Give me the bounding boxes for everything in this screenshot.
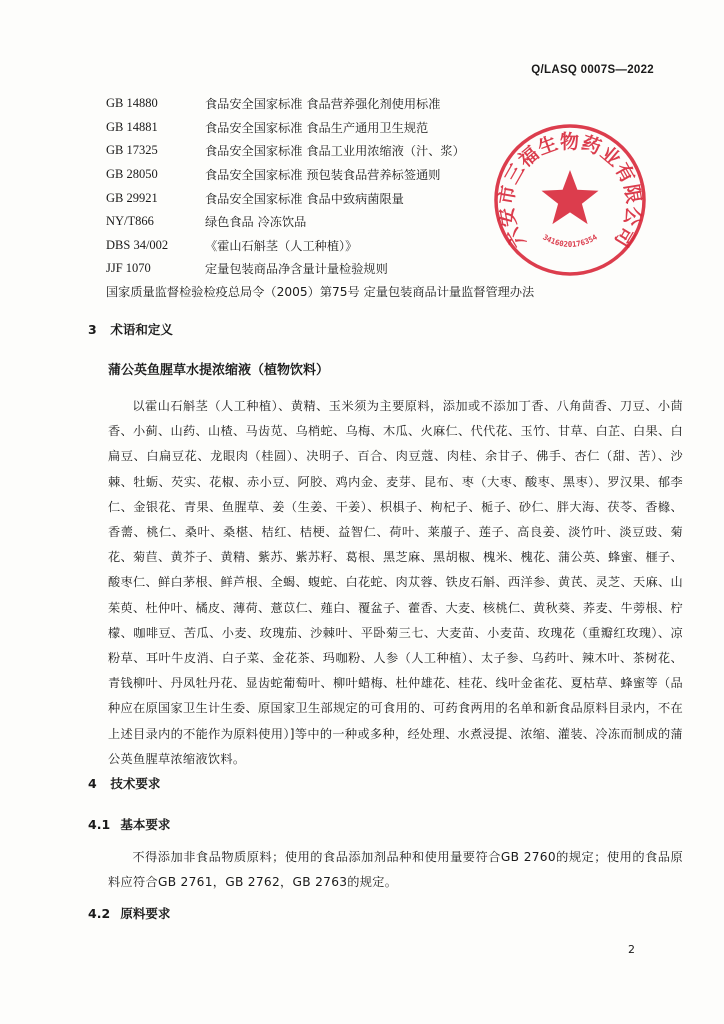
section-title: 术语和定义 — [110, 322, 173, 337]
svg-text:六安市三福生物药业有限公司: 六安市三福生物药业有限公司 — [495, 130, 645, 252]
section-number: 4.2 — [88, 906, 111, 921]
section-number: 4.1 — [88, 817, 111, 832]
reference-title: 食品安全国家标准 食品营养强化剂使用标准 — [205, 97, 441, 112]
reference-title: 食品安全国家标准 食品工业用浓缩液（汁、浆） — [205, 144, 465, 159]
reference-title: 食品安全国家标准 预包装食品营养标签通则 — [205, 168, 441, 183]
term-title: 蒲公英鱼腥草水提浓缩液（植物饮料） — [108, 363, 330, 378]
basic-requirements-text: 不得添加非食品物质原料；使用的食品添加剂品种和使用量要符合GB 2760的规定；使用的食品原料应符合GB 2761，GB 2762，GB 2763的规定。 — [108, 850, 683, 890]
reference-title: 定量包装商品净含量计量检验规则 — [205, 262, 388, 277]
reference-row — [106, 92, 666, 116]
section-title: 基本要求 — [120, 817, 171, 832]
reference-code: GB 14881 — [106, 119, 158, 134]
section-4-2-heading — [88, 904, 170, 922]
section-3-heading — [88, 320, 173, 338]
term-definition: 以霍山石斛茎（人工种植）、黄精、玉米须为主要原料，添加或不添加丁香、八角茴香、刀豆、小茴香、小蓟、山药、山楂、马齿苋、乌梢蛇、乌梅、木瓜、火麻仁、代代花、玉竹、甘草、白芷、白果、白扁豆、白扁豆花、龙眼肉（桂圆）、决明子、百合、肉豆蔻、肉桂、余甘子、佛手、杏仁（甜、苦）、沙棘、牡蛎、芡实、花椒、赤小豆、阿胶、鸡内金、麦芽、昆布、枣（大枣、酸枣、黑枣）、罗汉果、郁李仁、金银花、青果、鱼腥草、姜（生姜、干姜）、枳椇子、枸杞子、栀子、砂仁、胖大海、茯苓、香橼、香薷、桃仁、桑叶、桑椹、桔红、桔梗、益智仁、荷叶、莱菔子、莲子、高良姜、淡竹叶、淡豆豉、菊花、菊苣、黄芥子、黄精、紫苏、紫苏籽、葛根、黑芝麻、黑胡椒、槐米、槐花、蒲公英、蜂蜜、榧子、酸枣仁、鲜白茅根、鲜芦根、全蝎、蝮蛇、白花蛇、肉苁蓉、铁皮石斛、西洋参、黄芪、灵芝、天麻、山茱萸、杜仲叶、橘皮、薄荷、薏苡仁、薤白、覆盆子、藿香、大麦、核桃仁、黄秋葵、荞麦、牛蒡根、柠檬、咖啡豆、苦瓜、小麦、玫瑰茄、沙棘叶、平卧菊三七、大麦苗、小麦苗、玫瑰花（重瓣红玫瑰）、凉粉草、耳叶牛皮消、白子菜、金花茶、玛咖粉、人参（人工种植）、太子参、乌药叶、辣木叶、茶树花、青钱柳叶、丹凤牡丹花、显齿蛇葡萄叶、柳叶蜡梅、杜仲雄花、桂花、线叶金雀花、夏枯草、蜂蜜等（品种应在原国家卫生计生委、原国家卫生部规定的可食用的、可药食两用的名单和新食品原料目录内，不在上述目录内的不能作为原料使用）]等中的一种或多种，经处理、水煮浸提、浓缩、灌装、冷冻而制成的蒲公英鱼腥草浓缩液饮料。 — [108, 399, 683, 766]
reference-code: GB 17325 — [106, 143, 158, 158]
section-number: 3 — [88, 322, 97, 337]
section-4-1-heading — [88, 815, 170, 833]
svg-text:3416020176354: 3416020176354 — [541, 232, 599, 249]
reference-title: 绿色食品 冷冻饮品 — [205, 215, 307, 230]
reference-title: 食品安全国家标准 食品中致病菌限量 — [205, 191, 404, 206]
section-4-heading — [88, 774, 160, 792]
section-title: 原料要求 — [120, 906, 171, 921]
reference-code: GB 29921 — [106, 190, 158, 205]
section-title: 技术要求 — [110, 776, 161, 791]
company-seal — [490, 120, 650, 280]
section-number: 4 — [88, 776, 97, 791]
reference-title: 《霍山石斛茎（人工种植）》 — [205, 238, 358, 253]
reference-code: NY/T866 — [106, 214, 154, 229]
reference-decree: 国家质量监督检验检疫总局令（2005）第75号 定量包装商品计量监督管理办法 — [106, 284, 535, 299]
reference-code: DBS 34/002 — [106, 237, 169, 252]
reference-title: 食品安全国家标准 食品生产通用卫生规范 — [205, 120, 429, 135]
page-number: 2 — [628, 943, 635, 956]
reference-code: JJF 1070 — [106, 261, 151, 276]
reference-code: GB 28050 — [106, 167, 158, 182]
reference-code: GB 14880 — [106, 96, 158, 111]
document-code: Q/LASQ 0007S—2022 — [531, 64, 654, 76]
